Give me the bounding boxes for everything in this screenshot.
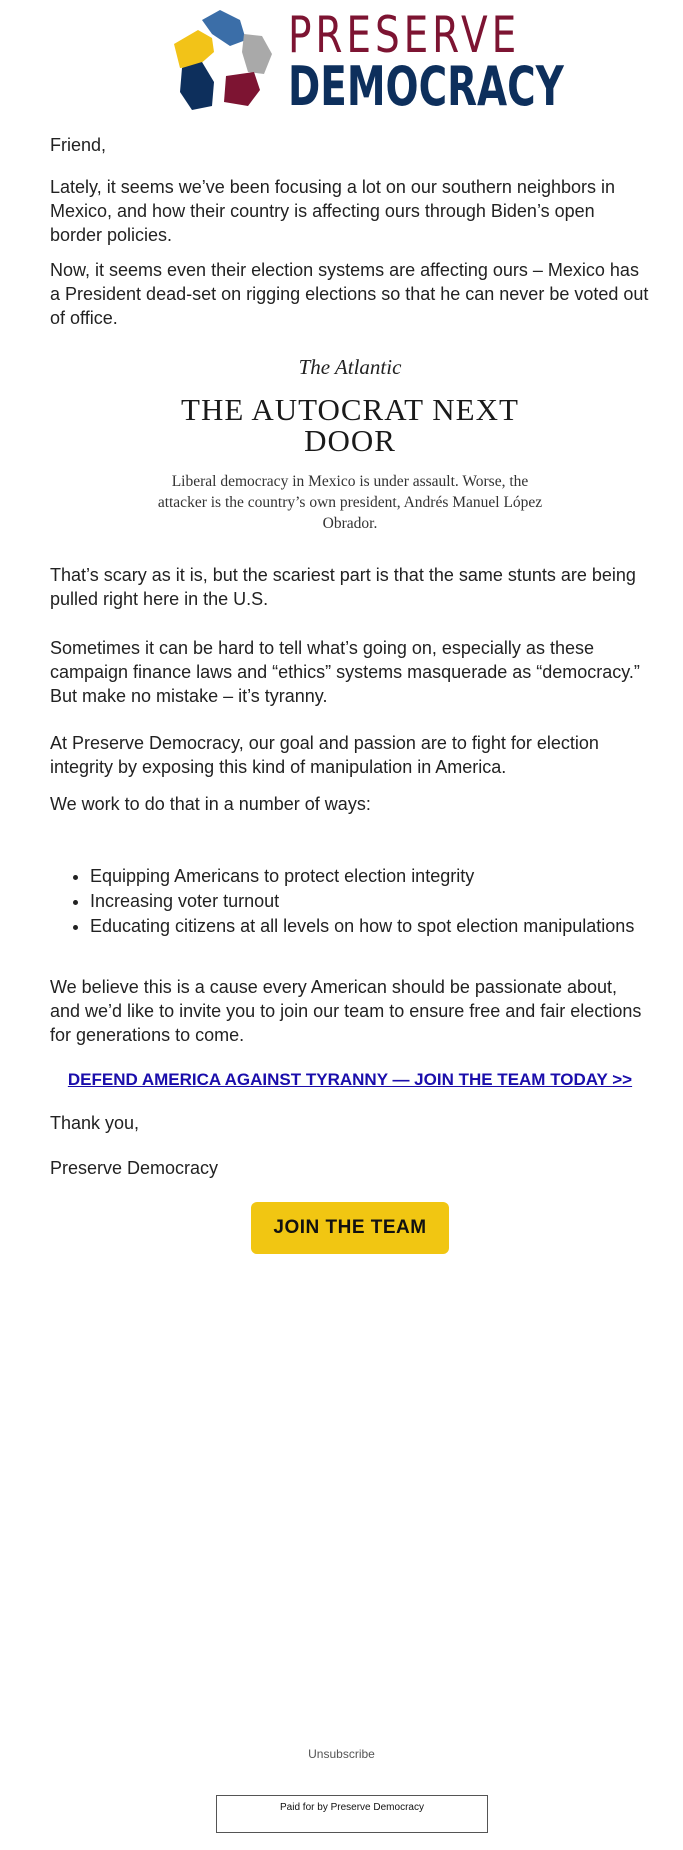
- signature: Preserve Democracy: [50, 1158, 219, 1178]
- paragraph-tyranny: Sometimes it can be hard to tell what’s going on, especially as these campaign finance laws and “ethics” systems masquerade as “democracy.” But make no mistake – it’s tyranny.: [50, 638, 640, 706]
- closing: Thank you,: [50, 1113, 140, 1133]
- paragraph-southern-neighbors: Lately, it seems we’ve been focusing a lot on our southern neighbors in Mexico, and how their country is affecting ours through Biden’s open border policies.: [50, 177, 616, 245]
- unsubscribe-link[interactable]: Unsubscribe: [308, 1747, 375, 1761]
- maroon-hand-icon: [224, 72, 260, 106]
- join-the-team-button[interactable]: JOIN THE TEAM: [251, 1202, 449, 1254]
- paragraph-scary: That’s scary as it is, but the scariest part is that the same stunts are being pulled right here in the U.S.: [50, 565, 636, 609]
- logo-text-democracy: DEMOCRACY: [288, 55, 564, 118]
- paid-for-text: Paid for by Preserve Democracy: [280, 1802, 424, 1813]
- paragraph-goal: At Preserve Democracy, our goal and passion are to fight for election integrity by exposing this kind of manipulation in America.: [50, 733, 599, 777]
- list-item: • Educating citizens at all levels on how to spot election manipulations: [90, 914, 683, 939]
- navy-hand-icon: [180, 62, 214, 110]
- article-source: The Atlantic: [298, 355, 402, 379]
- gray-hand-icon: [242, 34, 272, 74]
- paid-for-disclaimer: [216, 1795, 488, 1833]
- hands-circle-logo-icon: [168, 6, 280, 116]
- ways-list: [50, 864, 683, 939]
- paragraph-invitation: We believe this is a cause every American should be passionate about, and we’d like to invite you to join our team to ensure free and fair elections for generations to come.: [50, 977, 642, 1045]
- join-team-link[interactable]: DEFEND AMERICA AGAINST TYRANNY — JOIN THE TEAM TODAY >>: [67, 1070, 633, 1089]
- paragraph-election-systems: Now, it seems even their election systems are affecting ours – Mexico has a President dead-set on rigging elections so that he can never be voted out of office.: [50, 260, 649, 328]
- greeting: Friend,: [50, 135, 107, 155]
- list-item: • Equipping Americans to protect election integrity: [90, 864, 683, 889]
- paragraph-ways-intro: We work to do that in a number of ways:: [50, 794, 371, 814]
- preserve-democracy-logo: [168, 6, 564, 118]
- logo-text-preserve: PRESERVE: [288, 6, 521, 64]
- list-item: • Increasing voter turnout: [90, 889, 683, 914]
- article-dek: Liberal democracy in Mexico is under assault. Worse, the attacker is the country’s own president, Andrés Manuel López Obrador.: [157, 473, 543, 532]
- article-headline: THE AUTOCRAT NEXT DOOR: [181, 392, 519, 458]
- yellow-hand-icon: [174, 30, 214, 68]
